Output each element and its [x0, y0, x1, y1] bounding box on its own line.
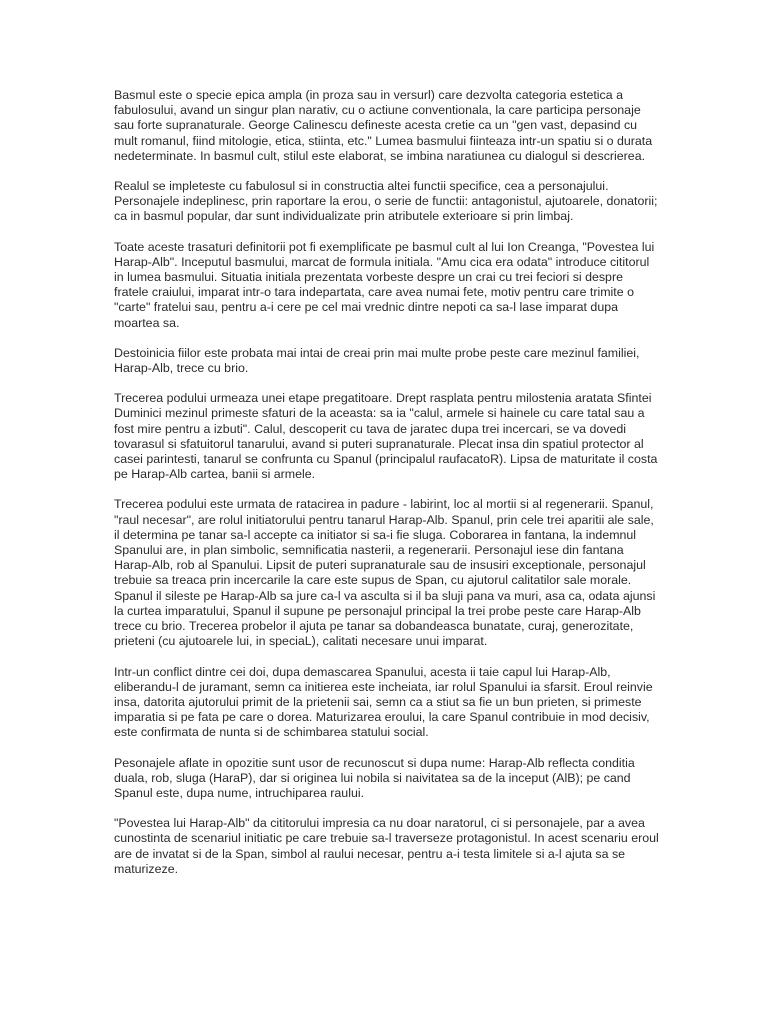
paragraph-4: Destoinicia fiilor este probata mai intai de creai prin mai multe probe peste care mezinul familiei, Harap-Alb, trece cu brio.: [114, 345, 640, 376]
paragraph-3: Toate aceste trasaturi definitorii pot fi exemplificate pe basmul cult al lui Ion Creanga, "Povestea lui Harap-Alb". Inceputul basmului, marcat de formula initiala. "Amu cica era odata" introduce cititorul in lumea basmului. Situatia initiala prezentata vorbeste despre un crai cu trei feciori si despre fratele craiului, imparat intr-o tara indepartata, care avea numai fete, motiv pentru care trimite o "carte" fratelui sau, pentru a-i cere pe cel mai vrednic dintre nepoti ca sa-l lase imparat dupa moartea sa.: [114, 239, 655, 330]
paragraph-7: Intr-un conflict dintre cei doi, dupa demascarea Spanului, acesta ii taie capul lui Harap-Alb, eliberandu-l de juramant, semn ca initierea este incheiata, iar rolul Spanului ia sfarsit. Eroul reinvie insa, datorita ajutorului primit de la prietenii sai, semn ca a stiut sa fie un bun prieten, si primeste imparatia si pe fata pe care o dorea. Maturizarea eroului, la care Spanul contribuie in mod decisiv, este confirmata de nunta si de schimbarea statului social.: [114, 664, 653, 740]
document-body: [114, 88, 660, 892]
paragraph-8: Pesonajele aflate in opozitie sunt usor de recunoscut si dupa nume: Harap-Alb reflecta conditia duala, rob, sluga (HaraP), dar si originea lui nobila si naivitatea sa de la inceput (AlB); pe cand Spanul este, dupa nume, intruchiparea raului.: [114, 755, 635, 800]
paragraph-9: "Povestea lui Harap-Alb" da cititorului impresia ca nu doar naratorul, ci si personajele, par a avea cunostinta de scenariul initiatic pe care trebuie sa-l traverseze protagonistul. In acest scenariu eroul are de invatat si de la Span, simbol al raului necesar, pentru a-i testa limitele si a-l ajuta sa se maturizeze.: [114, 816, 659, 876]
paragraph-5: Trecerea podului urmeaza unei etape pregatitoare. Drept rasplata pentru milostenia aratata Sfintei Duminici mezinul primeste sfaturi de la aceasta: sa ia "calul, armele si hainele cu care tatal sau a fost mire pentru a izbuti". Calul, descoperit cu tava de jaratec dupa trei incercari, se va dovedi tovarasul si sfatuitorul tanarului, avand si puteri supranaturale. Plecat insa din spatiul protector al casei parintesti, tanarul se confrunta cu Spanul (principalul raufacatoR). Lipsa de maturitate il costa pe Harap-Alb cartea, banii si armele.: [114, 391, 658, 482]
paragraph-2: Realul se impleteste cu fabulosul si in constructia altei functii specifice, cea a personajului. Personajele indeplinesc, prin raportare la erou, o serie de functii: antagonistul, ajutoarele, donatorii; ca in basmul popular, dar sunt individualizate prin atributele exterioare si prin limbaj.: [114, 179, 658, 224]
paragraph-6: Trecerea podului este urmata de ratacirea in padure - labirint, loc al mortii si al regenerarii. Spanul, "raul necesar", are rolul initiatorului pentru tanarul Harap-Alb. Spanul, prin cele trei aparitii ale sale, il determina pe tanar sa-l accepte ca initiator si sa-i fie sluga. Coborarea in fantana, la indemnul Spanului are, in plan simbolic, semnificatia nasterii, a regenerarii. Personajul iese din fantana Harap-Alb, rob al Spanului. Lipsit de puteri supranaturale sau de insusiri exceptionale, personajul trebuie sa treaca prin incercarile la care este supus de Span, cu ajutorul calitatilor sale morale. Spanul il sileste pe Harap-Alb sa jure ca-l va asculta si il ba sluji pana va muri, asa ca, odata ajunsi la curtea imparatului, Spanul il supune pe personajul principal la trei probe peste care Harap-Alb trece cu brio. Trecerea probelor il ajuta pe tanar sa dobandeasca bunatate, curaj, generozitate, prieteni (cu ajutoarele lui, in speciaL), calitati necesare unui imparat.: [114, 497, 656, 649]
paragraph-1: Basmul este o specie epica ampla (in proza sau in versurl) care dezvolta categoria estetica a fabulosului, avand un singur plan narativ, cu o actiune conventionala, la care participa personaje sau forte supranaturale. George Calinescu defineste acesta cretie ca un "gen vast, depasind cu mult romanul, fiind mitologie, etica, stiinta, etc." Lumea basmului fiinteaza intr-un spatiu si o durata nedeterminate. In basmul cult, stilul este elaborat, se imbina naratiunea cu dialogul si descrierea.: [114, 88, 653, 163]
